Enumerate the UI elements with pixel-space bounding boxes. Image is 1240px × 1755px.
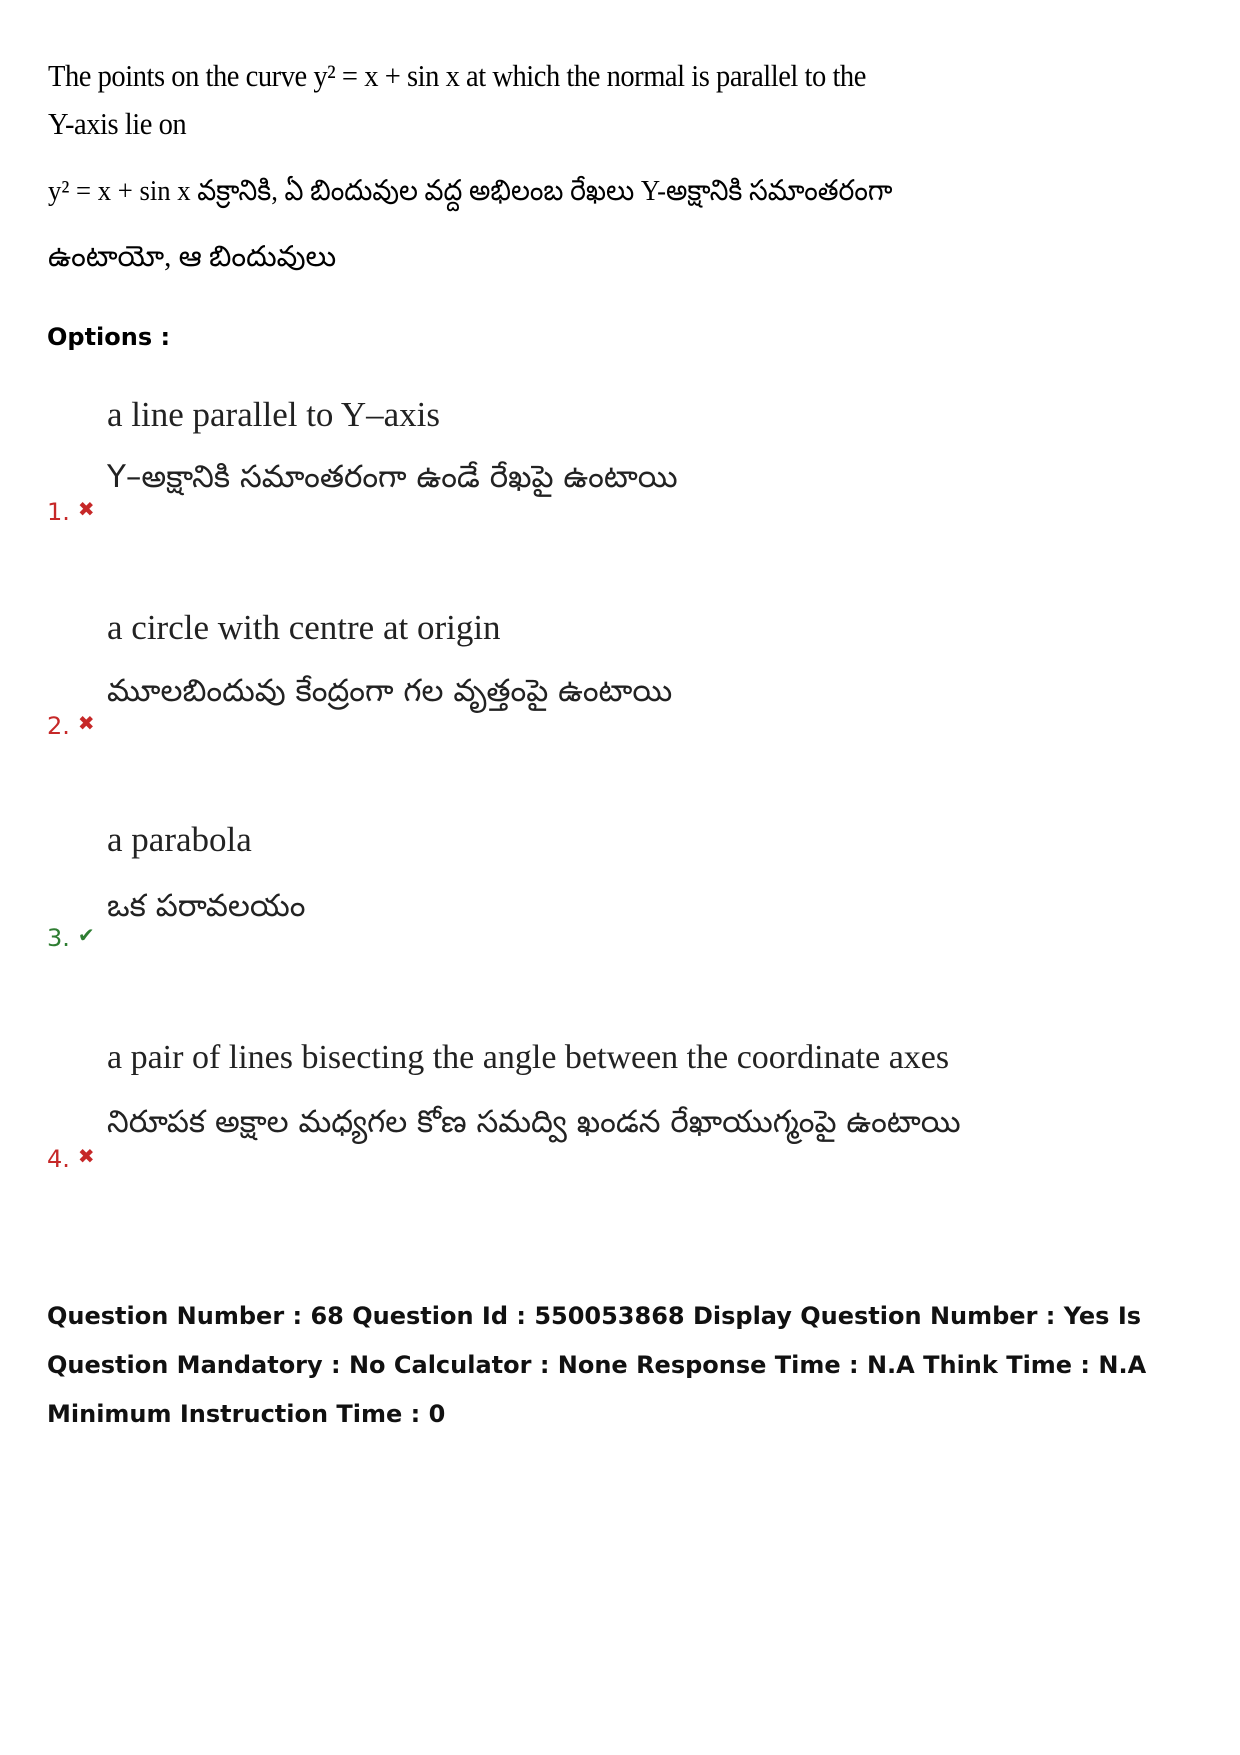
option-4-number-label: 4. xyxy=(47,1145,70,1173)
option-3[interactable] xyxy=(47,815,1147,955)
option-4[interactable] xyxy=(47,1030,1147,1173)
option-2-number-label: 2. xyxy=(47,712,70,740)
wrong-cross-icon: ✖ xyxy=(77,497,95,521)
option-3-number xyxy=(47,921,95,952)
option-1-number xyxy=(47,495,95,526)
option-2-english: a circle with centre at origin xyxy=(107,608,501,647)
question-text-telugu-line2: ఉంటాయో, ఆ బిందువులు xyxy=(48,241,337,273)
question-block xyxy=(48,52,948,280)
option-1-number-label: 1. xyxy=(47,498,70,526)
option-1-telugu: Y–అక్షానికి సమాంతరంగా ఉండే రేఖపై ఉంటాయి xyxy=(107,459,678,495)
option-4-english: a pair of lines bisecting the angle between the coordinate axes xyxy=(107,1039,950,1076)
option-3-number-label: 3. xyxy=(47,924,70,952)
option-1[interactable] xyxy=(47,385,1147,525)
question-text-telugu-line1: y² = x + sin x వక్రానికి, ఏ బిందువుల వద్ద అభిలంబ రేఖలు Y-అక్షానికి సమాంతరంగా xyxy=(48,175,893,207)
question-text-english: The points on the curve y² = x + sin x at which the normal is parallel to the Y-axis lie on xyxy=(48,58,866,141)
option-2-number xyxy=(47,709,95,740)
option-2-telugu: మూలబిందువు కేంద్రంగా గల వృత్తంపై ఉంటాయి xyxy=(107,673,673,709)
correct-check-icon: ✔ xyxy=(77,923,95,947)
option-1-english: a line parallel to Y–axis xyxy=(107,395,441,434)
option-4-telugu: నిరూపక అక్షాల మధ్యగల కోణ సమద్వి ఖండన రేఖాయుగ్మంపై ఉంటాయి xyxy=(107,1104,961,1140)
question-metadata: Question Number : 68 Question Id : 550053868 Display Question Number : Yes Is Question Mandatory : No Calculator : None Response Time : N.A Think Time : N.A Minimum Instruction Time : 0 xyxy=(47,1302,1147,1428)
wrong-cross-icon: ✖ xyxy=(77,711,95,735)
options-heading: Options : xyxy=(47,323,171,351)
option-2[interactable] xyxy=(47,600,1147,740)
wrong-cross-icon: ✖ xyxy=(77,1144,95,1168)
option-4-number xyxy=(47,1142,95,1173)
option-3-telugu: ఒక పరావలయం xyxy=(107,888,306,924)
option-3-english: a parabola xyxy=(107,820,252,859)
